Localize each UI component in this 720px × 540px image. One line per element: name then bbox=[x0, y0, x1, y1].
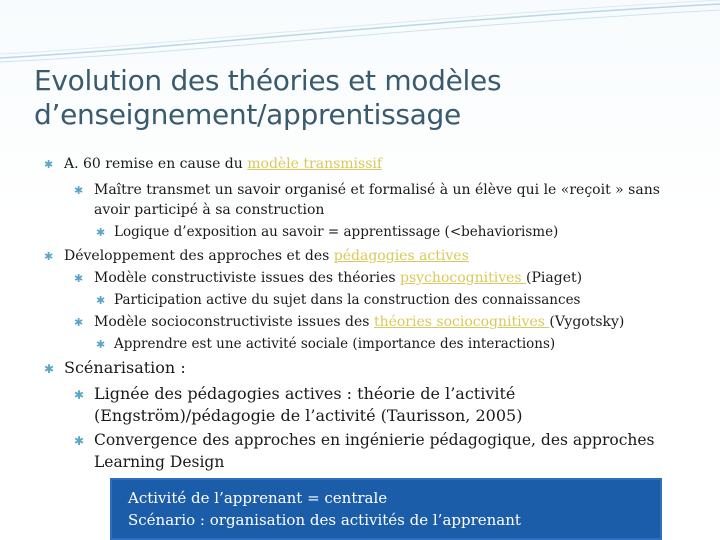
bullet-1 bbox=[64, 154, 382, 174]
bullet-2-2-text: Modèle socioconstructiviste issues des bbox=[94, 314, 374, 330]
bullet-1-1-line-2: avoir participé à sa construction bbox=[94, 202, 325, 218]
summary-line-2: Scénario : organisation des activités de l’apprenant bbox=[128, 511, 521, 529]
bullet-1-1-1: Logique d’exposition au savoir = apprentissage (<behaviorisme) bbox=[114, 224, 559, 240]
bullet-2-text: Développement des approches et des bbox=[64, 248, 334, 264]
swirl-bullet-icon: ✱ bbox=[74, 388, 85, 402]
link-modele-transmissif[interactable]: modèle transmissif bbox=[247, 156, 383, 172]
link-pedagogies-actives[interactable]: pédagogies actives bbox=[333, 248, 469, 264]
swirl-bullet-icon: ✱ bbox=[74, 434, 85, 448]
summary-box bbox=[110, 478, 662, 540]
bullet-2-1-text: Modèle constructiviste issues des théories bbox=[94, 270, 401, 286]
bullet-2-2-suffix: (Vygotsky) bbox=[549, 314, 625, 330]
bullet-3-2-line-2: Learning Design bbox=[94, 453, 225, 471]
slide-title bbox=[34, 64, 694, 132]
bullet-2-1-suffix: (Piaget) bbox=[526, 270, 583, 286]
swirl-bullet-icon: ✱ bbox=[96, 226, 106, 239]
swirl-bullet-icon: ✱ bbox=[44, 362, 55, 376]
bullet-3-2 bbox=[94, 429, 706, 473]
bullet-1-1-line-1: Maître transmet un savoir organisé et formalisé à un élève qui le «reçoit » sans bbox=[94, 182, 660, 198]
swirl-bullet-icon: ✱ bbox=[74, 184, 84, 197]
swirl-bullet-icon: ✱ bbox=[44, 158, 54, 171]
bullet-1-text: A. 60 remise en cause du bbox=[64, 156, 248, 172]
bullet-3-1 bbox=[94, 383, 694, 427]
summary-line-1: Activité de l’apprenant = centrale bbox=[128, 489, 388, 507]
bullet-2-2 bbox=[94, 312, 624, 332]
swirl-bullet-icon: ✱ bbox=[44, 250, 54, 263]
bullet-2-2-1: Apprendre est une activité sociale (importance des interactions) bbox=[114, 336, 556, 352]
bullet-3-1-line-1: Lignée des pédagogies actives : théorie de l’activité bbox=[94, 384, 516, 403]
swirl-bullet-icon: ✱ bbox=[74, 316, 84, 329]
bullet-2-1-1: Participation active du sujet dans la construction des connaissances bbox=[114, 292, 581, 308]
swirl-bullet-icon: ✱ bbox=[96, 338, 106, 351]
link-theories-sociocognitives[interactable]: théories sociocognitives bbox=[373, 314, 550, 330]
decorative-swoosh bbox=[0, 0, 720, 70]
title-line-2: d’enseignement/apprentissage bbox=[34, 98, 461, 131]
swirl-bullet-icon: ✱ bbox=[96, 294, 106, 307]
bullet-3-2-line-1: Convergence des approches en ingénierie pédagogique, des approches bbox=[94, 431, 655, 449]
bullet-2-1 bbox=[94, 268, 582, 288]
link-psychocognitives[interactable]: psychocognitives bbox=[400, 270, 527, 286]
bullet-3: Scénarisation : bbox=[64, 358, 186, 377]
bullet-1-1 bbox=[94, 180, 704, 220]
bullet-3-1-line-2: (Engström)/pédagogie de l’activité (Taurisson, 2005) bbox=[94, 406, 523, 425]
title-line-1: Evolution des théories et modèles bbox=[34, 64, 502, 97]
bullet-2 bbox=[64, 246, 469, 266]
swirl-bullet-icon: ✱ bbox=[74, 272, 84, 285]
